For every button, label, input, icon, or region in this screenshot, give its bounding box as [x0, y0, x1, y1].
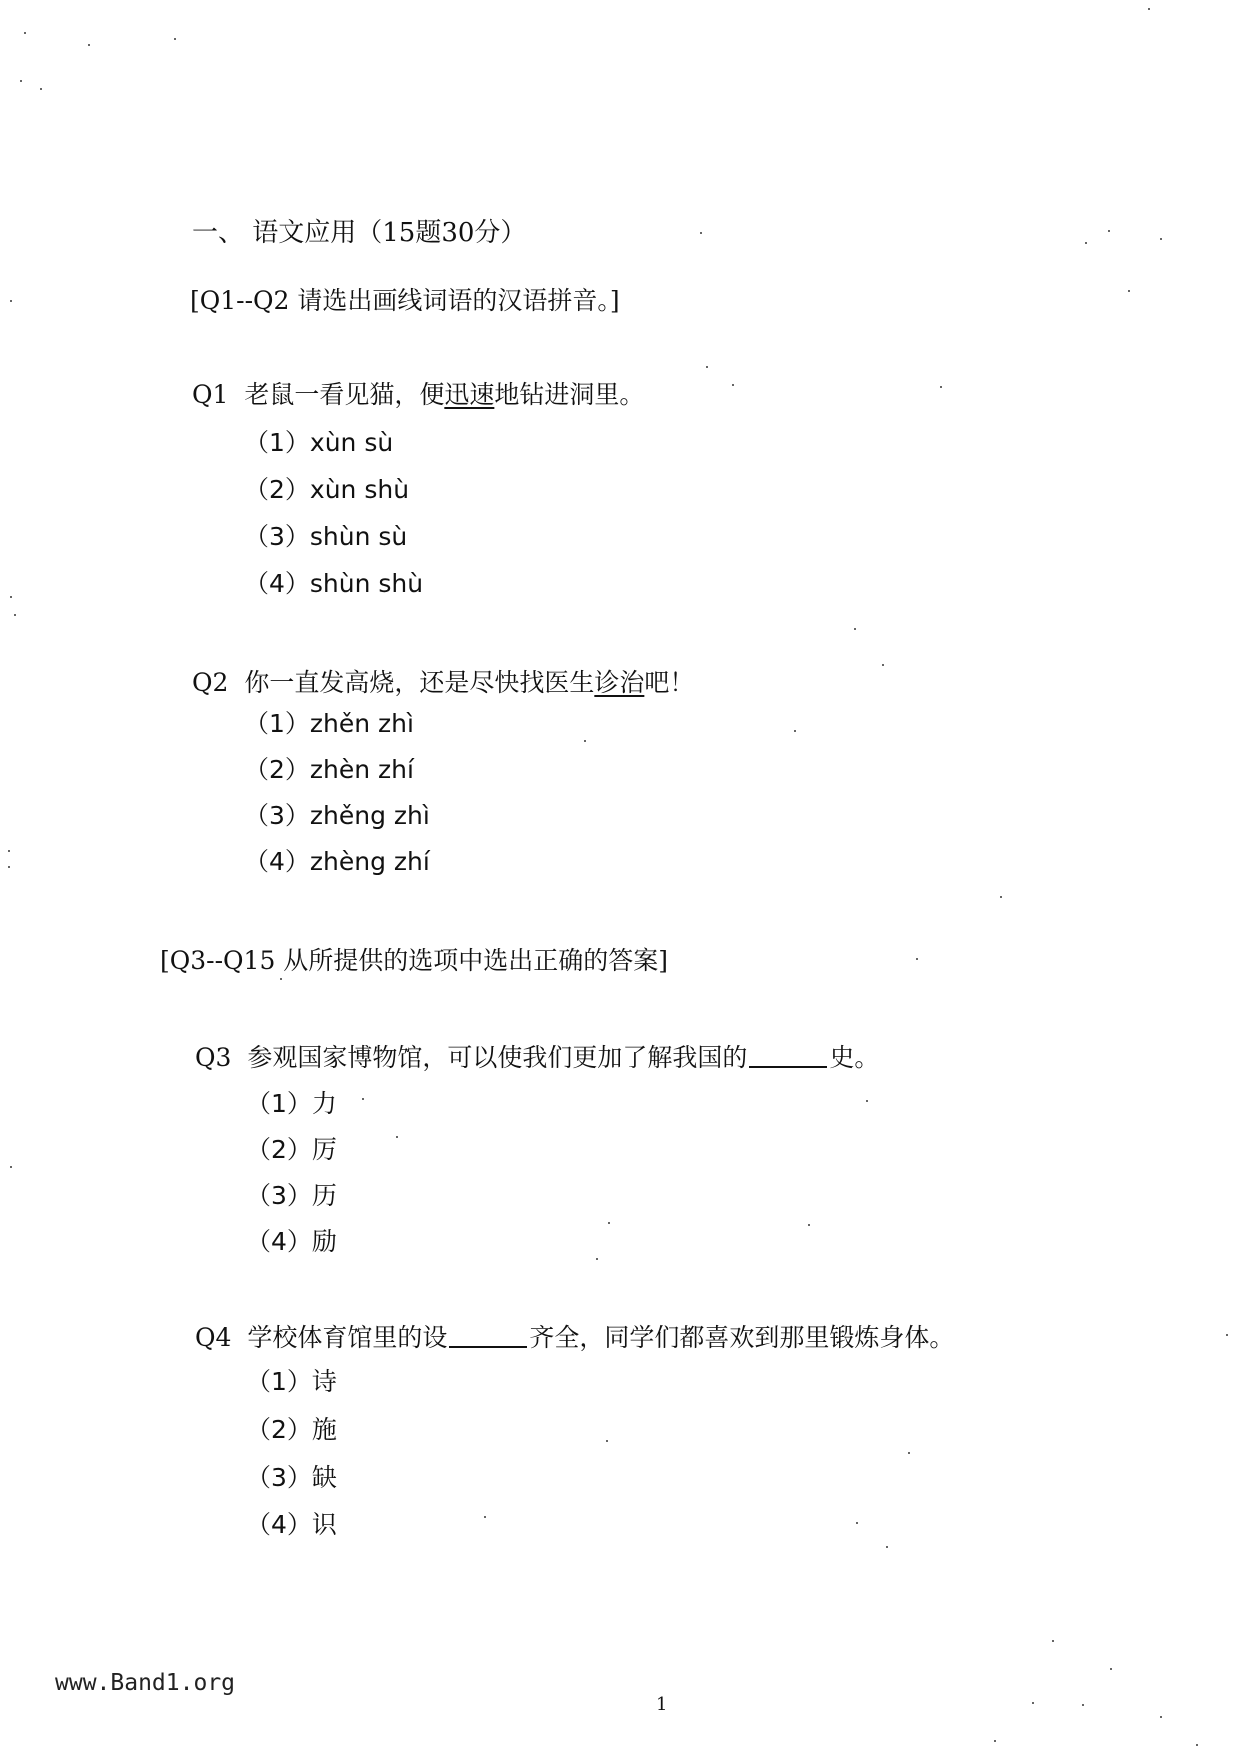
scan-speck	[1052, 1640, 1054, 1642]
question-number: Q1	[192, 380, 229, 409]
q2-option-1[interactable]: （1）zhěn zhì	[244, 709, 414, 738]
q4-option-4[interactable]: （4）识	[246, 1510, 337, 1539]
q1-option-4[interactable]: （4）shùn shù	[244, 569, 424, 598]
question-text: 参观国家博物馆，可以使我们更加了解我国的	[247, 1043, 748, 1072]
scan-speck	[886, 1546, 888, 1548]
scan-speck	[20, 80, 22, 82]
scan-speck	[1160, 1716, 1162, 1718]
q1-option-3[interactable]: （3）shùn sù	[244, 522, 408, 551]
question-q3	[195, 1038, 879, 1074]
question-text: 学校体育馆里的设	[247, 1323, 448, 1352]
footer-website[interactable]: www.Band1.org	[55, 1670, 236, 1696]
q2-option-2[interactable]: （2）zhèn zhí	[244, 755, 414, 784]
question-q2	[192, 663, 694, 699]
q4-option-3[interactable]: （3）缺	[246, 1463, 337, 1492]
q4-option-1[interactable]: （1）诗	[246, 1367, 337, 1396]
scan-speck	[916, 958, 918, 960]
scan-speck	[1000, 896, 1002, 898]
question-text: 老鼠一看见猫，便	[244, 380, 445, 409]
scan-speck	[40, 88, 42, 90]
scan-speck	[24, 32, 26, 34]
underlined-word: 诊治	[594, 668, 645, 697]
section-heading: 一、 语文应用（15题30分）	[192, 218, 527, 248]
scan-speck	[1160, 238, 1162, 240]
q3-option-3[interactable]: （3）历	[246, 1181, 337, 1210]
scan-speck	[866, 1100, 868, 1102]
scan-speck	[1085, 242, 1087, 244]
scan-speck	[1226, 1334, 1228, 1336]
scan-speck	[1196, 1744, 1198, 1746]
scan-speck	[608, 1222, 610, 1224]
scan-speck	[606, 1440, 608, 1442]
q3-option-4[interactable]: （4）励	[246, 1227, 337, 1256]
scan-speck	[1110, 1668, 1112, 1670]
scan-speck	[994, 1740, 996, 1742]
scan-speck	[856, 1522, 858, 1524]
question-number: Q4	[195, 1323, 232, 1352]
scan-speck	[700, 232, 702, 234]
q3-option-2[interactable]: （2）厉	[246, 1135, 337, 1164]
scan-speck	[706, 366, 708, 368]
scan-speck	[854, 628, 856, 630]
scan-speck	[1082, 1704, 1084, 1706]
q4-option-2[interactable]: （2）施	[246, 1415, 337, 1444]
scan-speck	[1108, 230, 1110, 232]
scan-speck	[8, 850, 10, 852]
scan-speck	[10, 1166, 12, 1168]
question-text-end: 史。	[829, 1043, 880, 1072]
scan-speck	[88, 44, 90, 46]
scan-speck	[1148, 8, 1150, 10]
scan-speck	[794, 730, 796, 732]
underlined-word: 迅速	[444, 380, 495, 409]
scan-speck	[174, 38, 176, 40]
question-number: Q3	[195, 1043, 232, 1072]
instruction-q3-q15: [Q3--Q15 从所提供的选项中选出正确的答案]	[160, 946, 669, 975]
scan-speck	[808, 1224, 810, 1226]
question-q4	[195, 1318, 954, 1354]
question-text-end: 地钻进洞里。	[494, 380, 645, 409]
q2-option-3[interactable]: （3）zhěng zhì	[244, 801, 430, 830]
scan-speck	[10, 300, 12, 302]
scan-speck	[10, 596, 12, 598]
q1-option-2[interactable]: （2）xùn shù	[244, 475, 410, 504]
scan-speck	[882, 664, 884, 666]
answer-blank	[449, 1324, 527, 1348]
scan-speck	[14, 614, 16, 616]
scan-speck	[584, 740, 586, 742]
scan-speck	[908, 1452, 910, 1454]
scan-speck	[596, 1258, 598, 1260]
question-text-end: 吧！	[644, 668, 695, 697]
scan-speck	[940, 386, 942, 388]
scan-speck	[362, 1098, 364, 1100]
question-q1	[192, 375, 644, 411]
q3-option-1[interactable]: （1）力	[246, 1089, 337, 1118]
scan-speck	[396, 1136, 398, 1138]
answer-blank	[749, 1044, 827, 1068]
scan-speck	[732, 384, 734, 386]
question-text: 你一直发高烧，还是尽快找医生	[244, 668, 595, 697]
page-number: 1	[656, 1694, 668, 1715]
q2-option-4[interactable]: （4）zhèng zhí	[244, 847, 430, 876]
scan-speck	[1128, 290, 1130, 292]
question-text-end: 齐全，同学们都喜欢到那里锻炼身体。	[529, 1323, 955, 1352]
instruction-q1-q2: [Q1--Q2 请选出画线词语的汉语拼音。]	[190, 286, 620, 315]
scan-speck	[1032, 1702, 1034, 1704]
scan-speck	[8, 866, 10, 868]
question-number: Q2	[192, 668, 229, 697]
scan-speck	[484, 1516, 486, 1518]
q1-option-1[interactable]: （1）xùn sù	[244, 428, 394, 457]
scan-speck	[280, 978, 282, 980]
